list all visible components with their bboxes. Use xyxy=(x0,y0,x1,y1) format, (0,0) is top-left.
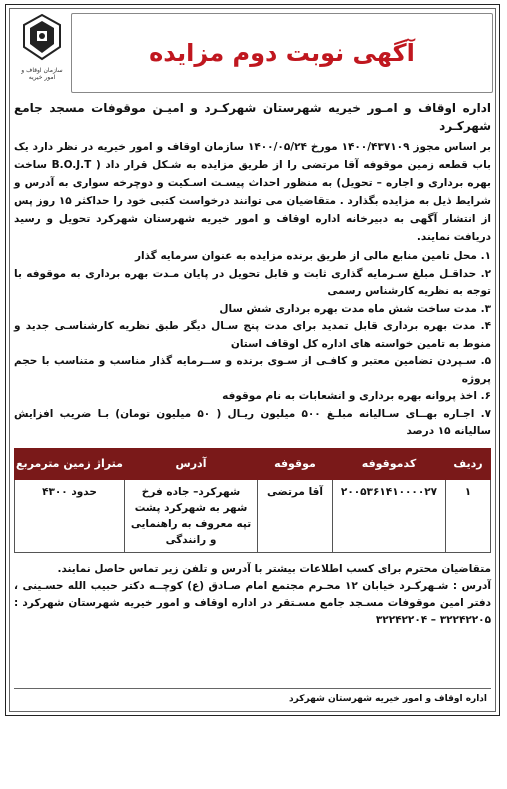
cell-row-number: ۱ xyxy=(446,479,491,552)
condition-item: ۴. مدت بهره برداری قابل تمدید برای مدت پنج سـال دیگر طبق نظریه کارشناسـی جدید و منوط به تامین خواسته های اداره کل اوقاف استان xyxy=(14,320,491,350)
contact-address: آدرس : شـهرکـرد خیابان ۱۲ محـرم مجتمع امام صـادق (ع) کوچــه دکتر حبیب الله حسـینی ، دفتر امین موقوفات مسـجد جامع مسـتقر در اداره اوقاف و امور خیریه شهرستان شهرکرد : ۳۲۲۴۲۲۰۵ – ۳۲۲۴۲۲۰۴ xyxy=(14,579,491,626)
contact-note: متقاضیان محترم برای کسب اطلاعات بیشتر با آدرس و تلفن زیر تماس حاصل نمایند. xyxy=(57,562,491,575)
table-row xyxy=(15,479,491,552)
notice-frame xyxy=(5,4,500,716)
col-header-endowment-code: کدموقوفه xyxy=(333,448,446,479)
condition-item: ۱. محل تامین منابع مالی از طریق برنده مزایده به عنوان سرمایه گذار xyxy=(134,250,491,262)
cell-area: حدود ۴۳۰۰ xyxy=(15,479,125,552)
condition-item: ۲. حداقـل مبلغ سـرمایه گذاری ثابت و قابل تحویل در پایان مـدت بهره برداری به موقوفه با توجه به نظریه کارشناس رسمی xyxy=(14,267,491,297)
title-band xyxy=(71,13,493,93)
col-header-row-number: ردیف xyxy=(446,448,491,479)
notice-subtitle: اداره اوقاف و امـور خیریه شهرستان شهرکـرد و امیـن موقوفات مسجد جامع شهرکـرد xyxy=(14,101,491,133)
contact-section xyxy=(14,561,491,629)
conditions-list xyxy=(14,248,491,441)
cell-endowment-code: ۲۰۰۵۳۶۱۴۱۰۰۰۰۲۷ xyxy=(333,479,446,552)
logo-caption: سازمان اوقاف و امور خیریه xyxy=(21,67,63,81)
notice-body xyxy=(14,99,491,629)
col-header-endowment: موقوفه xyxy=(258,448,333,479)
condition-item: ۳. مدت ساخت شش ماه مدت بهره برداری شش سال xyxy=(219,302,491,315)
waqf-emblem-icon xyxy=(16,13,68,85)
signature-line: اداره اوقاف و امور خیریه شهرستان شهرکرد xyxy=(14,688,491,709)
cell-address: شهرکرد– جاده فرخ شهر به شهرکرد پشت تپه معروف به راهنمایی و رانندگی xyxy=(125,479,258,552)
property-table xyxy=(14,448,491,553)
cell-endowment: آقا مرتضی xyxy=(258,479,333,552)
table-header-row xyxy=(15,448,491,479)
col-header-address: آدرس xyxy=(125,448,258,479)
condition-item: ۷. اجـاره بهــای سـالیانه مبلـغ ۵۰۰ میلیون ریـال ( ۵۰ میلیون تومان) بـا ضریب افزایش سالیانه ۱۵ درصد xyxy=(14,407,491,437)
condition-item: ۶. اخذ پروانه بهره برداری و انشعابات به نام موقوفه xyxy=(222,390,491,402)
condition-item: ۵. سـپردن تضامین معتبر و کافـی از سـوی برنده و ســرمایه گذار مناسب و متناسب با حجم پروژه xyxy=(14,355,491,385)
intro-paragraph: بر اساس مجوز ۱۴۰۰/۴۳۷۱۰۹ مورخ ۱۴۰۰/۰۵/۲۴ سازمان اوقاف و امور خیریه در نظر دارد یک باب قطعه زمین موقوفه آقا مرتضی را از طریق مزایده به شـکل قرار داد ( B.O.J.T ساخت بهره برداری و اجاره – تحویل) به منظور احداث پیسـت اسـکیت و دوچرخه سواری به آدرس و شرایط ذیل به مزایده بگذارد . متقاضیان می توانند درخواست کتبی خود را حداکثر ۱۵ روز پس از انتشار آگهی به دبیرخانه اداره اوقاف و امور خیریه شهرستان شهرکرد تحویل و رسید دریافت نمایند. xyxy=(14,141,491,243)
col-header-area: متراژ زمین مترمربع xyxy=(15,448,125,479)
notice-title: آگهی نوبت دوم مزایده xyxy=(149,39,415,67)
